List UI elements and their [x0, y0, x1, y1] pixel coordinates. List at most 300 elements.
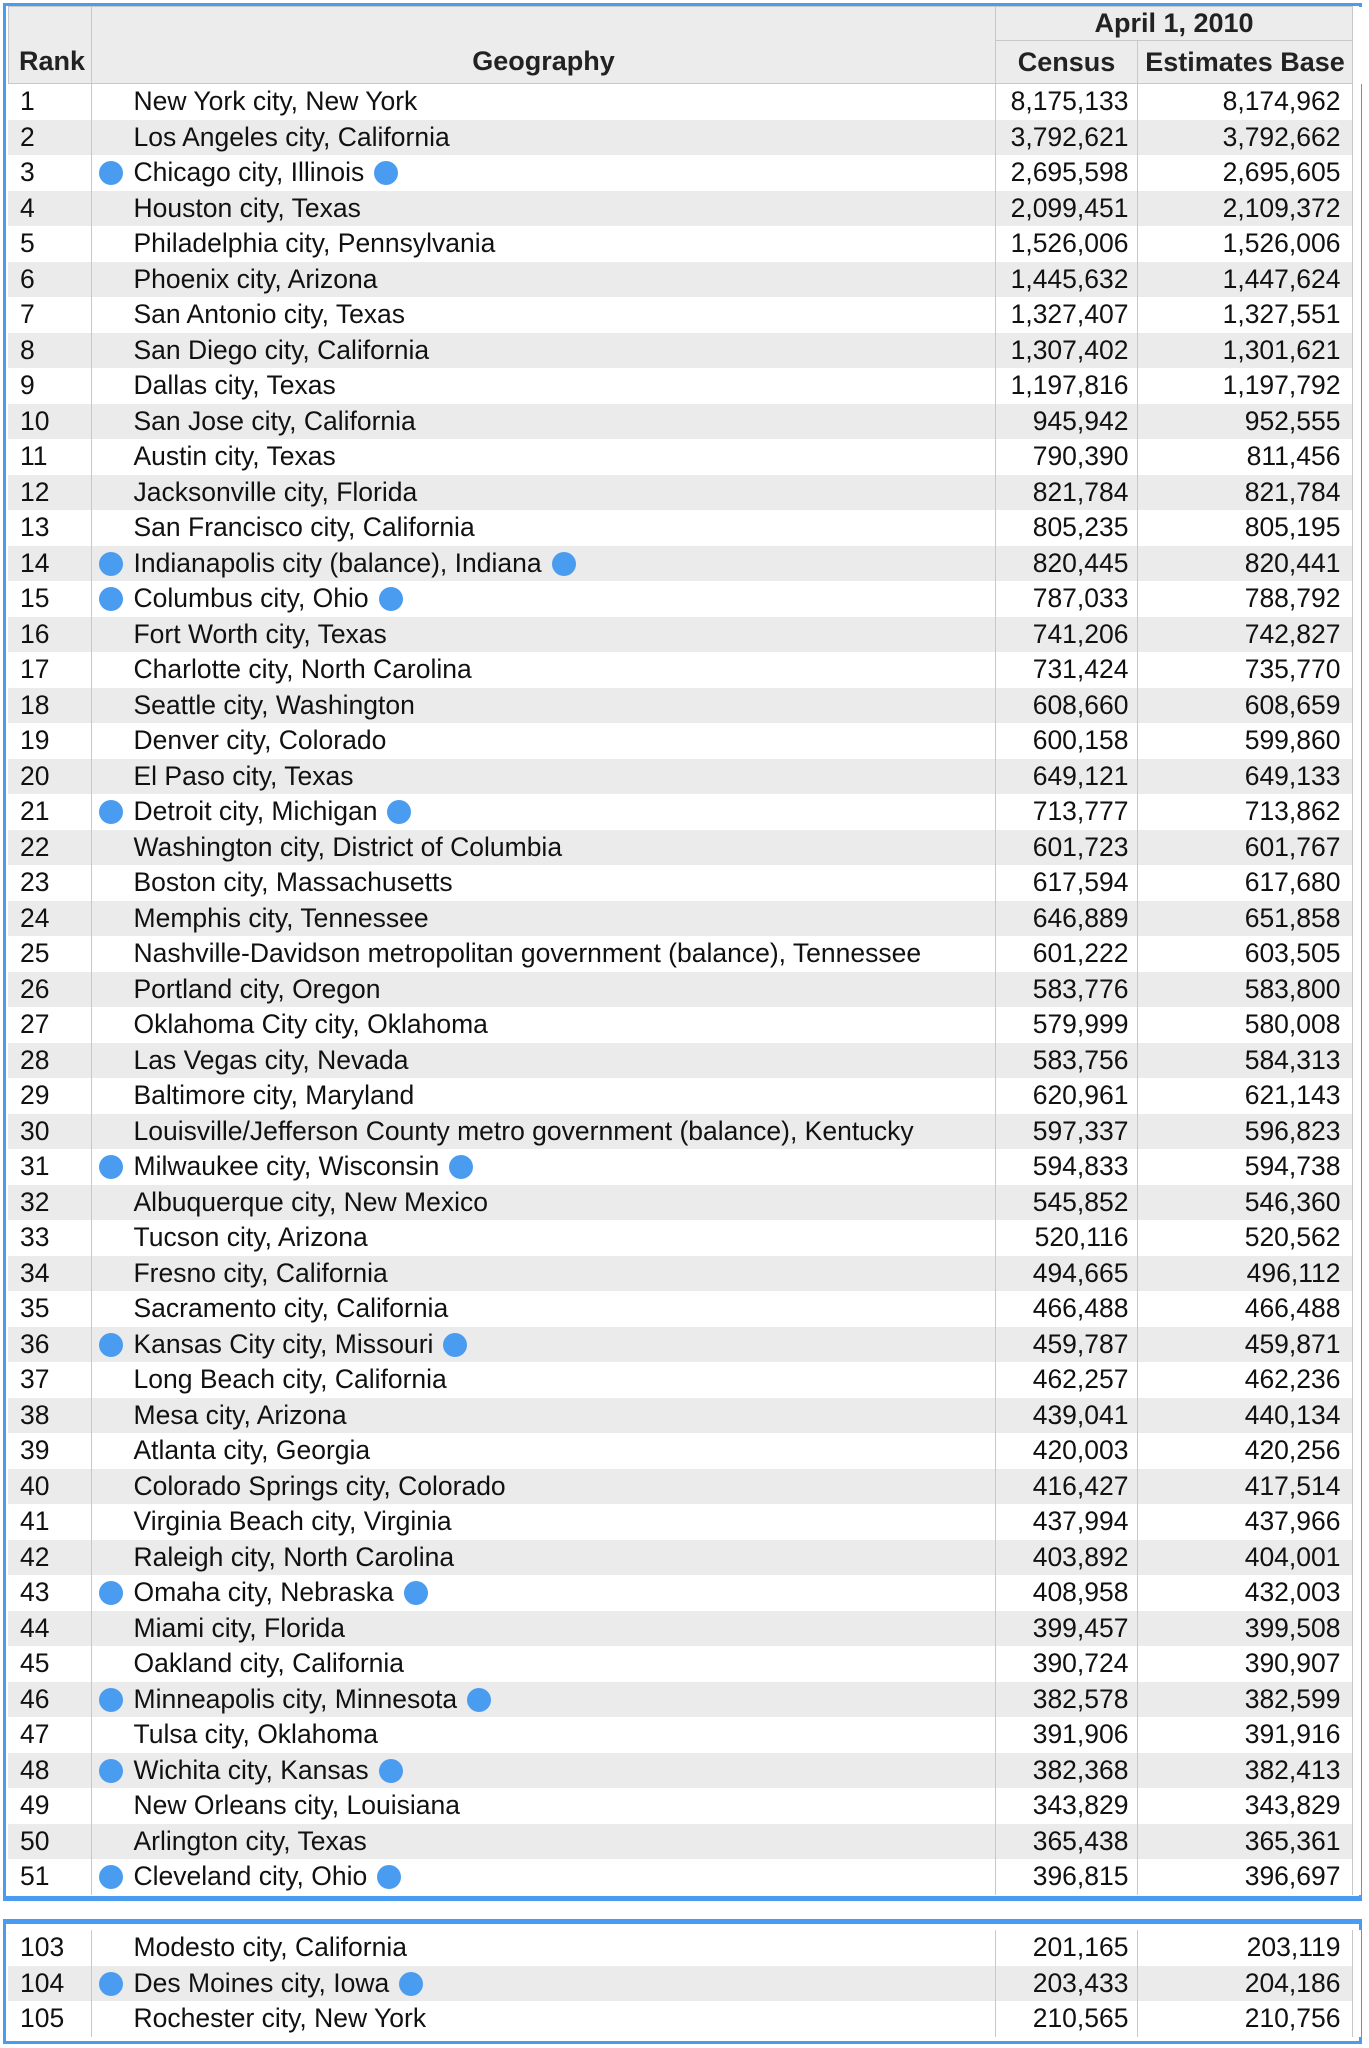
- blue-dot-icon: [404, 1581, 428, 1605]
- estimates-base-cell: 437,966: [1137, 1504, 1352, 1540]
- rank-cell: 22: [8, 830, 91, 866]
- blue-dot-icon: [99, 161, 123, 185]
- estimates-base-cell: 583,800: [1137, 972, 1352, 1008]
- census-cell: 713,777: [995, 794, 1137, 830]
- table-row[interactable]: [8, 1114, 1361, 1150]
- geography-cell: [91, 1043, 995, 1079]
- geography-cell: [91, 1682, 995, 1718]
- geography-name: Indianapolis city (balance), Indiana: [133, 547, 542, 578]
- rank-cell: 41: [8, 1504, 91, 1540]
- rank-cell: 13: [8, 510, 91, 546]
- geography-name: Albuquerque city, New Mexico: [133, 1186, 488, 1217]
- geography-name: Fresno city, California: [133, 1257, 388, 1288]
- estimates-base-cell: 8,174,962: [1137, 84, 1352, 120]
- geography-cell: [91, 155, 995, 191]
- geography-name: Portland city, Oregon: [133, 973, 381, 1004]
- rank-cell: 29: [8, 1078, 91, 1114]
- estimates-base-header[interactable]: Estimates Base: [1138, 41, 1353, 84]
- table-row[interactable]: [8, 617, 1361, 653]
- geography-header[interactable]: Geography: [92, 7, 996, 84]
- census-cell: 382,368: [995, 1753, 1137, 1789]
- table-row[interactable]: [8, 226, 1361, 262]
- census-cell: 494,665: [995, 1256, 1137, 1292]
- rank-cell: 17: [8, 652, 91, 688]
- rank-cell: 9: [8, 368, 91, 404]
- geography-cell: [91, 936, 995, 972]
- table-header: [8, 6, 1362, 84]
- geography-cell: [91, 1824, 995, 1860]
- estimates-base-cell: 404,001: [1137, 1540, 1352, 1576]
- geography-cell: [91, 191, 995, 227]
- rank-cell: 11: [8, 439, 91, 475]
- census-cell: 520,116: [995, 1220, 1137, 1256]
- geography-cell: [91, 1966, 995, 2002]
- rank-cell: 4: [8, 191, 91, 227]
- census-cell: 466,488: [995, 1291, 1137, 1327]
- table-row[interactable]: [8, 1043, 1361, 1079]
- rank-cell: 33: [8, 1220, 91, 1256]
- table-row[interactable]: [8, 1327, 1361, 1363]
- geography-name: Milwaukee city, Wisconsin: [133, 1151, 440, 1182]
- census-cell: 579,999: [995, 1007, 1137, 1043]
- table-row[interactable]: [8, 1007, 1361, 1043]
- geography-name: Cleveland city, Ohio: [133, 1861, 368, 1892]
- table-row[interactable]: [8, 1930, 1361, 1966]
- geography-cell: [91, 1646, 995, 1682]
- table-row[interactable]: [8, 404, 1361, 440]
- census-header[interactable]: Census: [996, 41, 1138, 84]
- table-row[interactable]: [8, 794, 1361, 830]
- table-row[interactable]: [8, 1753, 1361, 1789]
- table-row[interactable]: [8, 84, 1361, 120]
- geography-cell: [91, 901, 995, 937]
- geography-name: Memphis city, Tennessee: [133, 902, 429, 933]
- geography-name: Oklahoma City city, Oklahoma: [133, 1009, 488, 1040]
- geography-name: Seattle city, Washington: [133, 689, 415, 720]
- estimates-base-cell: 1,327,551: [1137, 297, 1352, 333]
- estimates-base-cell: 735,770: [1137, 652, 1352, 688]
- rank-header[interactable]: Rank: [9, 7, 92, 84]
- census-cell: 583,776: [995, 972, 1137, 1008]
- census-cell: 620,961: [995, 1078, 1137, 1114]
- geography-name: Austin city, Texas: [133, 441, 336, 472]
- rank-cell: 36: [8, 1327, 91, 1363]
- blue-dot-icon: [99, 1155, 123, 1179]
- rank-cell: 39: [8, 1433, 91, 1469]
- geography-name: Wichita city, Kansas: [133, 1754, 369, 1785]
- estimates-base-cell: 1,197,792: [1137, 368, 1352, 404]
- census-cell: 408,958: [995, 1575, 1137, 1611]
- geography-name: Rochester city, New York: [133, 2003, 427, 2034]
- table-row[interactable]: [8, 1362, 1361, 1398]
- geography-name: Houston city, Texas: [133, 192, 361, 223]
- census-cell: 391,906: [995, 1717, 1137, 1753]
- estimates-base-cell: 608,659: [1137, 688, 1352, 724]
- rank-cell: 105: [8, 2001, 91, 2037]
- table-row[interactable]: [8, 901, 1361, 937]
- estimates-base-cell: 594,738: [1137, 1149, 1352, 1185]
- blue-dot-icon: [443, 1333, 467, 1357]
- estimates-base-cell: 204,186: [1137, 1966, 1352, 2002]
- census-cell: 437,994: [995, 1504, 1137, 1540]
- census-cell: 805,235: [995, 510, 1137, 546]
- census-cell: 594,833: [995, 1149, 1137, 1185]
- table-row[interactable]: [8, 865, 1361, 901]
- rank-cell: 40: [8, 1469, 91, 1505]
- table-row[interactable]: [8, 155, 1361, 191]
- rank-cell: 18: [8, 688, 91, 724]
- geography-cell: [91, 1575, 995, 1611]
- table-row[interactable]: [8, 688, 1361, 724]
- geography-cell: [91, 1930, 995, 1966]
- rank-cell: 104: [8, 1966, 91, 2002]
- geography-cell: [91, 617, 995, 653]
- census-cell: 2,695,598: [995, 155, 1137, 191]
- rank-cell: 31: [8, 1149, 91, 1185]
- blue-dot-icon: [99, 1865, 123, 1889]
- rank-cell: 10: [8, 404, 91, 440]
- rank-cell: 16: [8, 617, 91, 653]
- geography-cell: [91, 226, 995, 262]
- estimates-base-cell: 210,756: [1137, 2001, 1352, 2037]
- census-cell: 741,206: [995, 617, 1137, 653]
- table-row[interactable]: [8, 1256, 1361, 1292]
- geography-cell: [91, 475, 995, 511]
- table-break: [3, 1896, 1362, 1924]
- table-row[interactable]: [8, 1859, 1361, 1895]
- census-cell: 945,942: [995, 404, 1137, 440]
- blue-dot-icon: [99, 587, 123, 611]
- estimates-base-cell: 432,003: [1137, 1575, 1352, 1611]
- rank-cell: 23: [8, 865, 91, 901]
- rank-cell: 30: [8, 1114, 91, 1150]
- table-row[interactable]: [8, 759, 1361, 795]
- estimates-base-cell: 391,916: [1137, 1717, 1352, 1753]
- geography-name: Chicago city, Illinois: [133, 157, 365, 188]
- blue-dot-icon: [99, 552, 123, 576]
- blue-dot-icon: [377, 1865, 401, 1889]
- geography-name: Washington city, District of Columbia: [133, 831, 563, 862]
- estimates-base-cell: 621,143: [1137, 1078, 1352, 1114]
- table-row[interactable]: [8, 262, 1361, 298]
- census-cell: 203,433: [995, 1966, 1137, 2002]
- blue-dot-icon: [449, 1155, 473, 1179]
- blue-dot-icon: [387, 800, 411, 824]
- geography-name: Las Vegas city, Nevada: [133, 1044, 409, 1075]
- geography-name: New Orleans city, Louisiana: [133, 1790, 460, 1821]
- table-row[interactable]: [8, 830, 1361, 866]
- rank-cell: 43: [8, 1575, 91, 1611]
- geography-cell: [91, 830, 995, 866]
- geography-name: Nashville-Davidson metropolitan government (balance), Tennessee: [133, 938, 922, 969]
- table-row[interactable]: [8, 1966, 1361, 2002]
- table-row[interactable]: [8, 1717, 1361, 1753]
- geography-cell: [91, 1859, 995, 1895]
- estimates-base-cell: 2,109,372: [1137, 191, 1352, 227]
- estimates-base-cell: 520,562: [1137, 1220, 1352, 1256]
- geography-cell: [91, 1433, 995, 1469]
- table-row[interactable]: [8, 1220, 1361, 1256]
- geography-cell: [91, 723, 995, 759]
- rank-cell: 12: [8, 475, 91, 511]
- geography-name: Columbus city, Ohio: [133, 583, 369, 614]
- table-row[interactable]: [8, 546, 1361, 582]
- census-cell: 597,337: [995, 1114, 1137, 1150]
- geography-name: Phoenix city, Arizona: [133, 263, 378, 294]
- table-row[interactable]: [8, 1291, 1361, 1327]
- geography-name: Baltimore city, Maryland: [133, 1080, 415, 1111]
- geography-name: Miami city, Florida: [133, 1612, 346, 1643]
- estimates-base-cell: 459,871: [1137, 1327, 1352, 1363]
- geography-cell: [91, 1753, 995, 1789]
- estimates-base-cell: 496,112: [1137, 1256, 1352, 1292]
- estimates-base-cell: 1,447,624: [1137, 262, 1352, 298]
- census-cell: 787,033: [995, 581, 1137, 617]
- census-cell: 459,787: [995, 1327, 1137, 1363]
- table-row[interactable]: [8, 333, 1361, 369]
- rank-cell: 3: [8, 155, 91, 191]
- geography-name: Virginia Beach city, Virginia: [133, 1506, 452, 1537]
- geography-cell: [91, 404, 995, 440]
- geography-cell: [91, 581, 995, 617]
- geography-cell: [91, 1717, 995, 1753]
- rank-cell: 45: [8, 1646, 91, 1682]
- census-cell: 403,892: [995, 1540, 1137, 1576]
- table-row[interactable]: [8, 510, 1361, 546]
- geography-name: Arlington city, Texas: [133, 1825, 367, 1856]
- rank-cell: 28: [8, 1043, 91, 1079]
- census-cell: 390,724: [995, 1646, 1137, 1682]
- census-cell: 1,197,816: [995, 368, 1137, 404]
- estimates-base-cell: 580,008: [1137, 1007, 1352, 1043]
- blue-dot-icon: [99, 1581, 123, 1605]
- table-row[interactable]: [8, 475, 1361, 511]
- rank-cell: 25: [8, 936, 91, 972]
- geography-name: Dallas city, Texas: [133, 370, 336, 401]
- table-row[interactable]: [8, 1611, 1361, 1647]
- geography-name: San Antonio city, Texas: [133, 299, 406, 330]
- rank-cell: 1: [8, 84, 91, 120]
- table-row[interactable]: [8, 1078, 1361, 1114]
- estimates-base-cell: 440,134: [1137, 1398, 1352, 1434]
- geography-cell: [91, 794, 995, 830]
- geography-cell: [91, 1078, 995, 1114]
- table-row[interactable]: [8, 1682, 1361, 1718]
- estimates-base-cell: 2,695,605: [1137, 155, 1352, 191]
- rank-cell: 26: [8, 972, 91, 1008]
- rank-cell: 2: [8, 120, 91, 156]
- blue-dot-icon: [99, 1759, 123, 1783]
- census-cell: 545,852: [995, 1185, 1137, 1221]
- estimates-base-cell: 649,133: [1137, 759, 1352, 795]
- table-row[interactable]: [8, 1824, 1361, 1860]
- blue-dot-icon: [99, 800, 123, 824]
- census-cell: 8,175,133: [995, 84, 1137, 120]
- table-row[interactable]: [8, 297, 1361, 333]
- estimates-base-cell: 390,907: [1137, 1646, 1352, 1682]
- estimates-base-cell: 462,236: [1137, 1362, 1352, 1398]
- estimates-base-cell: 603,505: [1137, 936, 1352, 972]
- geography-name: Minneapolis city, Minnesota: [133, 1683, 458, 1714]
- table-row[interactable]: [8, 120, 1361, 156]
- census-cell: 731,424: [995, 652, 1137, 688]
- geography-name: Des Moines city, Iowa: [133, 1967, 390, 1998]
- date-group-header: April 1, 2010: [996, 7, 1353, 41]
- census-cell: 790,390: [995, 439, 1137, 475]
- rank-cell: 34: [8, 1256, 91, 1292]
- rank-cell: 7: [8, 297, 91, 333]
- geography-cell: [91, 688, 995, 724]
- geography-name: Detroit city, Michigan: [133, 796, 378, 827]
- census-cell: 382,578: [995, 1682, 1137, 1718]
- estimates-base-cell: 651,858: [1137, 901, 1352, 937]
- geography-name: Boston city, Massachusetts: [133, 867, 453, 898]
- table-row[interactable]: [8, 191, 1361, 227]
- table-row[interactable]: [8, 2001, 1361, 2037]
- table-row[interactable]: [8, 1398, 1361, 1434]
- census-cell: 821,784: [995, 475, 1137, 511]
- geography-cell: [91, 333, 995, 369]
- estimates-base-cell: 820,441: [1137, 546, 1352, 582]
- geography-name: Sacramento city, California: [133, 1293, 449, 1324]
- table-row[interactable]: [8, 1149, 1361, 1185]
- geography-cell: [91, 368, 995, 404]
- geography-cell: [91, 1256, 995, 1292]
- geography-name: Tucson city, Arizona: [133, 1222, 368, 1253]
- geography-name: Fort Worth city, Texas: [133, 618, 387, 649]
- geography-cell: [91, 1007, 995, 1043]
- geography-cell: [91, 1611, 995, 1647]
- census-cell: 601,723: [995, 830, 1137, 866]
- table-row[interactable]: [8, 581, 1361, 617]
- geography-name: Oakland city, California: [133, 1648, 405, 1679]
- table-row[interactable]: [8, 1575, 1361, 1611]
- table-row[interactable]: [8, 936, 1361, 972]
- estimates-base-cell: 805,195: [1137, 510, 1352, 546]
- rank-cell: 5: [8, 226, 91, 262]
- geography-cell: [91, 1469, 995, 1505]
- census-cell: 1,327,407: [995, 297, 1137, 333]
- census-cell: 210,565: [995, 2001, 1137, 2037]
- blue-dot-icon: [379, 587, 403, 611]
- estimates-base-cell: 788,792: [1137, 581, 1352, 617]
- geography-cell: [91, 2001, 995, 2037]
- rank-cell: 32: [8, 1185, 91, 1221]
- rank-cell: 35: [8, 1291, 91, 1327]
- table-row[interactable]: [8, 439, 1361, 475]
- geography-cell: [91, 1540, 995, 1576]
- table-row[interactable]: [8, 1469, 1361, 1505]
- estimates-base-cell: 203,119: [1137, 1930, 1352, 1966]
- geography-cell: [91, 865, 995, 901]
- geography-name: San Diego city, California: [133, 334, 430, 365]
- estimates-base-cell: 343,829: [1137, 1788, 1352, 1824]
- blue-dot-icon: [552, 552, 576, 576]
- rank-cell: 37: [8, 1362, 91, 1398]
- geography-cell: [91, 1398, 995, 1434]
- census-cell: 343,829: [995, 1788, 1137, 1824]
- geography-name: Modesto city, California: [133, 1932, 407, 1963]
- geography-name: Omaha city, Nebraska: [133, 1577, 394, 1608]
- rank-cell: 24: [8, 901, 91, 937]
- table-row[interactable]: [8, 1788, 1361, 1824]
- estimates-base-cell: 399,508: [1137, 1611, 1352, 1647]
- table-row[interactable]: [8, 652, 1361, 688]
- estimates-base-cell: 599,860: [1137, 723, 1352, 759]
- geography-cell: [91, 1327, 995, 1363]
- estimates-base-cell: 382,599: [1137, 1682, 1352, 1718]
- blue-dot-icon: [99, 1333, 123, 1357]
- geography-name: Long Beach city, California: [133, 1364, 447, 1395]
- rank-cell: 49: [8, 1788, 91, 1824]
- blue-dot-icon: [467, 1688, 491, 1712]
- geography-name: San Jose city, California: [133, 405, 416, 436]
- rank-cell: 42: [8, 1540, 91, 1576]
- estimates-base-cell: 382,413: [1137, 1753, 1352, 1789]
- census-cell: 399,457: [995, 1611, 1137, 1647]
- blue-dot-icon: [379, 1759, 403, 1783]
- table-row[interactable]: [8, 1646, 1361, 1682]
- census-cell: 439,041: [995, 1398, 1137, 1434]
- table-row[interactable]: [8, 1185, 1361, 1221]
- estimates-base-cell: 1,526,006: [1137, 226, 1352, 262]
- geography-name: Atlanta city, Georgia: [133, 1435, 371, 1466]
- geography-cell: [91, 759, 995, 795]
- geography-cell: [91, 1362, 995, 1398]
- census-cell: 201,165: [995, 1930, 1137, 1966]
- table-row[interactable]: [8, 972, 1361, 1008]
- blue-dot-icon: [374, 161, 398, 185]
- estimates-base-cell: 396,697: [1137, 1859, 1352, 1895]
- census-cell: 646,889: [995, 901, 1137, 937]
- table-row[interactable]: [8, 723, 1361, 759]
- table-row[interactable]: [8, 368, 1361, 404]
- rank-cell: 38: [8, 1398, 91, 1434]
- geography-name: Mesa city, Arizona: [133, 1399, 347, 1430]
- rank-cell: 6: [8, 262, 91, 298]
- estimates-base-cell: 821,784: [1137, 475, 1352, 511]
- census-cell: 365,438: [995, 1824, 1137, 1860]
- geography-name: Denver city, Colorado: [133, 725, 387, 756]
- rank-cell: 103: [8, 1930, 91, 1966]
- census-cell: 617,594: [995, 865, 1137, 901]
- geography-name: Raleigh city, North Carolina: [133, 1541, 455, 1572]
- rank-cell: 44: [8, 1611, 91, 1647]
- census-cell: 601,222: [995, 936, 1137, 972]
- geography-cell: [91, 84, 995, 120]
- rank-cell: 8: [8, 333, 91, 369]
- rank-cell: 20: [8, 759, 91, 795]
- geography-cell: [91, 1291, 995, 1327]
- geography-name: Kansas City city, Missouri: [133, 1328, 434, 1359]
- estimates-base-cell: 596,823: [1137, 1114, 1352, 1150]
- table-row[interactable]: [8, 1433, 1361, 1469]
- geography-cell: [91, 439, 995, 475]
- table-row[interactable]: [8, 1504, 1361, 1540]
- estimates-base-cell: 601,767: [1137, 830, 1352, 866]
- census-cell: 608,660: [995, 688, 1137, 724]
- table-row[interactable]: [8, 1540, 1361, 1576]
- rank-cell: 15: [8, 581, 91, 617]
- estimates-base-cell: 1,301,621: [1137, 333, 1352, 369]
- geography-cell: [91, 1149, 995, 1185]
- estimates-base-cell: 417,514: [1137, 1469, 1352, 1505]
- estimates-base-cell: 466,488: [1137, 1291, 1352, 1327]
- estimates-base-cell: 3,792,662: [1137, 120, 1352, 156]
- geography-name: San Francisco city, California: [133, 512, 475, 543]
- census-cell: 416,427: [995, 1469, 1137, 1505]
- estimates-base-cell: 952,555: [1137, 404, 1352, 440]
